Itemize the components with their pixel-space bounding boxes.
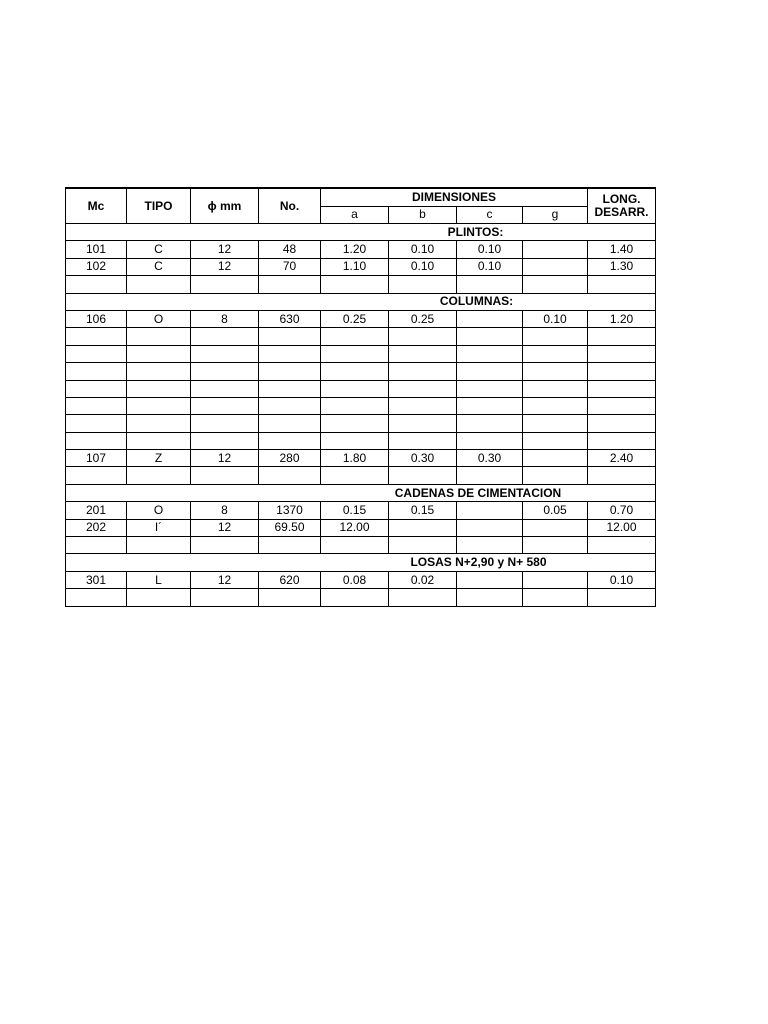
rebar-schedule-table (65, 187, 656, 607)
table-row (66, 241, 656, 258)
cell-tipo: I´ (127, 519, 191, 536)
cell-diameter: 12 (191, 258, 259, 275)
cell-dim-c (457, 537, 523, 554)
cell-number (259, 415, 321, 432)
cell-mc (66, 328, 127, 345)
cell-dim-a (321, 328, 389, 345)
cell-diameter (191, 328, 259, 345)
table-body (66, 224, 656, 607)
cell-long-desarr: 0.10 (588, 571, 656, 588)
cell-dim-g (523, 241, 588, 258)
header-tipo: TIPO (127, 188, 191, 224)
section-title-cell (66, 484, 656, 501)
cell-dim-c (457, 397, 523, 414)
cell-long-desarr (588, 415, 656, 432)
table-row (66, 276, 656, 293)
cell-tipo: C (127, 258, 191, 275)
cell-long-desarr (588, 363, 656, 380)
cell-dim-c (457, 363, 523, 380)
cell-dim-c (457, 502, 523, 519)
cell-diameter (191, 276, 259, 293)
table-row (66, 397, 656, 414)
cell-dim-a (321, 537, 389, 554)
cell-number: 70 (259, 258, 321, 275)
cell-diameter (191, 467, 259, 484)
cell-dim-a (321, 415, 389, 432)
cell-mc: 101 (66, 241, 127, 258)
table-row (66, 571, 656, 588)
cell-number (259, 537, 321, 554)
cell-mc (66, 467, 127, 484)
cell-dim-b: 0.30 (389, 450, 457, 467)
cell-dim-c (457, 415, 523, 432)
cell-number (259, 276, 321, 293)
header-dim-b: b (389, 206, 457, 224)
cell-dim-a (321, 467, 389, 484)
table-row (66, 502, 656, 519)
header-long-line2: DESARR. (594, 205, 649, 219)
cell-dim-a (321, 397, 389, 414)
cell-mc (66, 415, 127, 432)
cell-dim-a: 0.15 (321, 502, 389, 519)
cell-mc (66, 589, 127, 606)
cell-mc: 301 (66, 571, 127, 588)
cell-dim-g: 0.10 (523, 310, 588, 327)
cell-dim-g (523, 397, 588, 414)
cell-dim-c: 0.10 (457, 241, 523, 258)
cell-number (259, 397, 321, 414)
cell-dim-b (389, 519, 457, 536)
section-title-cell (66, 293, 656, 310)
cell-number: 630 (259, 310, 321, 327)
header-dimensiones: DIMENSIONES (321, 188, 588, 206)
cell-dim-g (523, 380, 588, 397)
cell-dim-a: 1.10 (321, 258, 389, 275)
table-row (66, 432, 656, 449)
cell-number (259, 432, 321, 449)
cell-dim-c: 0.30 (457, 450, 523, 467)
cell-dim-a (321, 589, 389, 606)
cell-dim-b: 0.10 (389, 258, 457, 275)
cell-diameter: 12 (191, 519, 259, 536)
cell-dim-c (457, 467, 523, 484)
header-long-desarr (588, 188, 656, 224)
table-row (66, 415, 656, 432)
cell-tipo (127, 589, 191, 606)
cell-tipo: Z (127, 450, 191, 467)
header-dim-c: c (457, 206, 523, 224)
section-title-row (66, 484, 656, 501)
cell-diameter (191, 345, 259, 362)
cell-dim-b: 0.02 (389, 571, 457, 588)
cell-number (259, 380, 321, 397)
cell-dim-b: 0.15 (389, 502, 457, 519)
cell-tipo: C (127, 241, 191, 258)
cell-dim-b (389, 380, 457, 397)
table-row (66, 519, 656, 536)
cell-dim-a (321, 276, 389, 293)
cell-tipo (127, 537, 191, 554)
section-title-row (66, 293, 656, 310)
cell-dim-b (389, 328, 457, 345)
cell-dim-b (389, 589, 457, 606)
section-title-row (66, 224, 656, 241)
cell-mc: 102 (66, 258, 127, 275)
cell-dim-a (321, 432, 389, 449)
table-row (66, 589, 656, 606)
cell-dim-g (523, 258, 588, 275)
cell-tipo (127, 415, 191, 432)
cell-dim-g (523, 363, 588, 380)
header-number: No. (259, 188, 321, 224)
cell-mc (66, 432, 127, 449)
cell-tipo (127, 363, 191, 380)
cell-mc (66, 345, 127, 362)
cell-diameter: 12 (191, 450, 259, 467)
cell-dim-c (457, 310, 523, 327)
cell-dim-a (321, 345, 389, 362)
cell-diameter (191, 380, 259, 397)
table-header (66, 188, 656, 224)
cell-number: 69.50 (259, 519, 321, 536)
cell-mc: 106 (66, 310, 127, 327)
cell-dim-a (321, 363, 389, 380)
cell-long-desarr (588, 345, 656, 362)
header-long-line1: LONG. (602, 192, 641, 206)
cell-dim-c (457, 276, 523, 293)
cell-number (259, 589, 321, 606)
cell-tipo (127, 345, 191, 362)
cell-long-desarr (588, 328, 656, 345)
cell-dim-c (457, 432, 523, 449)
cell-dim-b (389, 415, 457, 432)
cell-mc (66, 363, 127, 380)
cell-long-desarr: 0.70 (588, 502, 656, 519)
cell-long-desarr (588, 276, 656, 293)
table-row (66, 310, 656, 327)
cell-dim-g (523, 345, 588, 362)
cell-dim-c (457, 519, 523, 536)
cell-dim-g (523, 276, 588, 293)
table-row (66, 450, 656, 467)
cell-number: 1370 (259, 502, 321, 519)
cell-dim-b (389, 345, 457, 362)
cell-dim-g (523, 589, 588, 606)
cell-tipo (127, 432, 191, 449)
cell-number (259, 467, 321, 484)
cell-mc (66, 537, 127, 554)
cell-long-desarr (588, 432, 656, 449)
cell-mc: 107 (66, 450, 127, 467)
cell-long-desarr: 2.40 (588, 450, 656, 467)
table-row (66, 328, 656, 345)
cell-dim-c (457, 380, 523, 397)
cell-tipo: L (127, 571, 191, 588)
cell-diameter (191, 589, 259, 606)
cell-long-desarr: 1.30 (588, 258, 656, 275)
cell-long-desarr (588, 589, 656, 606)
cell-dim-g (523, 432, 588, 449)
cell-dim-g (523, 467, 588, 484)
cell-long-desarr: 1.20 (588, 310, 656, 327)
cell-tipo (127, 467, 191, 484)
cell-dim-c (457, 345, 523, 362)
header-dim-a: a (321, 206, 389, 224)
cell-diameter: 12 (191, 571, 259, 588)
section-title: PLINTOS: (447, 224, 504, 239)
table-row (66, 258, 656, 275)
cell-dim-g (523, 571, 588, 588)
cell-dim-b (389, 432, 457, 449)
cell-dim-c (457, 328, 523, 345)
cell-dim-g (523, 537, 588, 554)
cell-diameter (191, 432, 259, 449)
table-row (66, 380, 656, 397)
cell-long-desarr (588, 467, 656, 484)
cell-long-desarr: 12.00 (588, 519, 656, 536)
cell-mc: 201 (66, 502, 127, 519)
section-title-cell (66, 554, 656, 571)
header-mc: Mc (66, 188, 127, 224)
cell-mc: 202 (66, 519, 127, 536)
cell-mc (66, 276, 127, 293)
cell-tipo: O (127, 502, 191, 519)
cell-mc (66, 397, 127, 414)
cell-dim-b (389, 276, 457, 293)
cell-dim-b: 0.10 (389, 241, 457, 258)
cell-dim-a: 12.00 (321, 519, 389, 536)
cell-dim-c (457, 589, 523, 606)
cell-dim-b (389, 467, 457, 484)
cell-diameter (191, 415, 259, 432)
cell-long-desarr (588, 380, 656, 397)
table-row (66, 467, 656, 484)
cell-dim-b (389, 363, 457, 380)
cell-tipo: O (127, 310, 191, 327)
section-title-cell (66, 224, 656, 241)
cell-number: 280 (259, 450, 321, 467)
table-row (66, 537, 656, 554)
cell-dim-a: 0.08 (321, 571, 389, 588)
cell-dim-g (523, 415, 588, 432)
cell-number: 620 (259, 571, 321, 588)
cell-mc (66, 380, 127, 397)
cell-dim-a (321, 380, 389, 397)
section-title-row (66, 554, 656, 571)
cell-dim-c (457, 571, 523, 588)
cell-tipo (127, 328, 191, 345)
table-row (66, 363, 656, 380)
cell-diameter (191, 363, 259, 380)
header-dim-g: g (523, 206, 588, 224)
section-title: LOSAS N+2,90 y N+ 580 (410, 555, 547, 570)
cell-number (259, 345, 321, 362)
cell-number: 48 (259, 241, 321, 258)
section-title: COLUMNAS: (439, 294, 514, 309)
cell-number (259, 328, 321, 345)
cell-long-desarr (588, 397, 656, 414)
cell-long-desarr: 1.40 (588, 241, 656, 258)
cell-diameter (191, 537, 259, 554)
cell-dim-g: 0.05 (523, 502, 588, 519)
cell-tipo (127, 380, 191, 397)
table-row (66, 345, 656, 362)
cell-diameter (191, 397, 259, 414)
header-diameter: ϕ mm (191, 188, 259, 224)
cell-dim-g (523, 519, 588, 536)
cell-dim-a: 1.80 (321, 450, 389, 467)
cell-dim-g (523, 328, 588, 345)
cell-dim-a: 0.25 (321, 310, 389, 327)
cell-long-desarr (588, 537, 656, 554)
cell-tipo (127, 276, 191, 293)
cell-number (259, 363, 321, 380)
cell-tipo (127, 397, 191, 414)
cell-diameter: 8 (191, 502, 259, 519)
cell-diameter: 8 (191, 310, 259, 327)
cell-dim-b (389, 397, 457, 414)
cell-dim-g (523, 450, 588, 467)
cell-dim-b (389, 537, 457, 554)
cell-diameter: 12 (191, 241, 259, 258)
section-title: CADENAS DE CIMENTACION (394, 485, 562, 500)
cell-dim-c: 0.10 (457, 258, 523, 275)
cell-dim-a: 1.20 (321, 241, 389, 258)
cell-dim-b: 0.25 (389, 310, 457, 327)
